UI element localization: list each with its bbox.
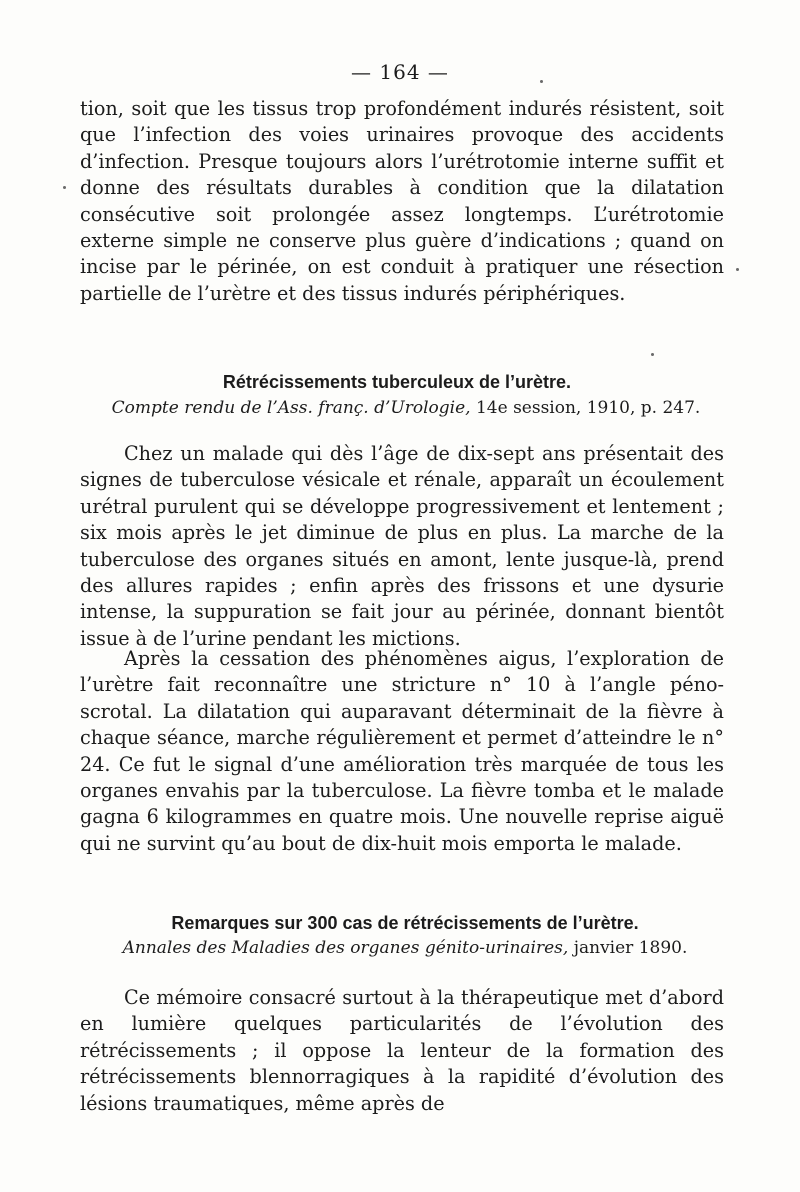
body-paragraph-1: tion, soit que les tissus trop profondément indurés résistent, soit que l’infection des voies urinaires provoque des accidents d’infection. Presque toujours alors l’urétrotomie interne suffit et donne des résultats durables à condition que la dilatation consécutive soit prolongée assez longtemps. L’urétrotomie externe simple ne conserve plus guère d’indications ; quand on incise par le périnée, on est conduit à pratiquer une résection partielle de l’urètre et des tissus indurés périphériques. <box>80 97 724 305</box>
reference-1-details: 14e session, 1910, p. 247. <box>470 398 701 418</box>
section-heading-1: Rétrécissements tuberculeux de l’urètre. <box>222 372 572 392</box>
section-reference-2 <box>5 938 800 958</box>
body-paragraph-4: Ce mémoire consacré surtout à la thérapeutique met d’abord en lumière quelques particularités de l’évolution des rétrécissements ; il oppose la lenteur de la formation des rétrécissements blennorragiques à la rapidité d’évolution des lésions traumatiques, même après de <box>80 986 724 1115</box>
page-number: — 164 — <box>351 60 449 84</box>
reference-1-journal: Compte rendu de l’Ass. franç. d’Urologie, <box>111 398 471 418</box>
section-heading-2: Remarques sur 300 cas de rétrécissements de l’urètre. <box>171 913 639 933</box>
reference-2-details: janvier 1890. <box>568 938 688 958</box>
body-paragraph-2: Chez un malade qui dès l’âge de dix-sept ans présentait des signes de tuberculose vésicale et rénale, apparaît un écoulement urétral purulent qui se développe progressivement et lentement ; six mois après le jet diminue de plus en plus. La marche de la tuberculose des organes situés en amont, lente jusque-là, prend des allures rapides ; enfin après des frissons et une dysurie intense, la suppuration se fait jour au périnée, donnant bientôt issue à de l’urine pendant les mictions. <box>80 442 724 650</box>
body-paragraph-3: Après la cessation des phénomènes aigus, l’exploration de l’urètre fait reconnaître une stricture n° 10 à l’angle péno-scrotal. La dilatation qui auparavant déterminait de la fièvre à chaque séance, marche régulièrement et permet d’atteindre le n° 24. Ce fut le signal d’une amélioration très marquée de tous les organes envahis par la tuberculose. La fièvre tomba et le malade gagna 6 kilogrammes en quatre mois. Une nouvelle reprise aiguë qui ne survint qu’au bout de dix-huit mois emporta le malade. <box>80 647 724 855</box>
print-speck <box>651 353 654 356</box>
print-speck <box>63 186 66 189</box>
reference-2-journal: Annales des Maladies des organes génito-urinaires, <box>122 938 569 958</box>
print-speck <box>540 80 543 83</box>
section-reference-1 <box>6 398 800 418</box>
print-speck <box>736 268 739 271</box>
